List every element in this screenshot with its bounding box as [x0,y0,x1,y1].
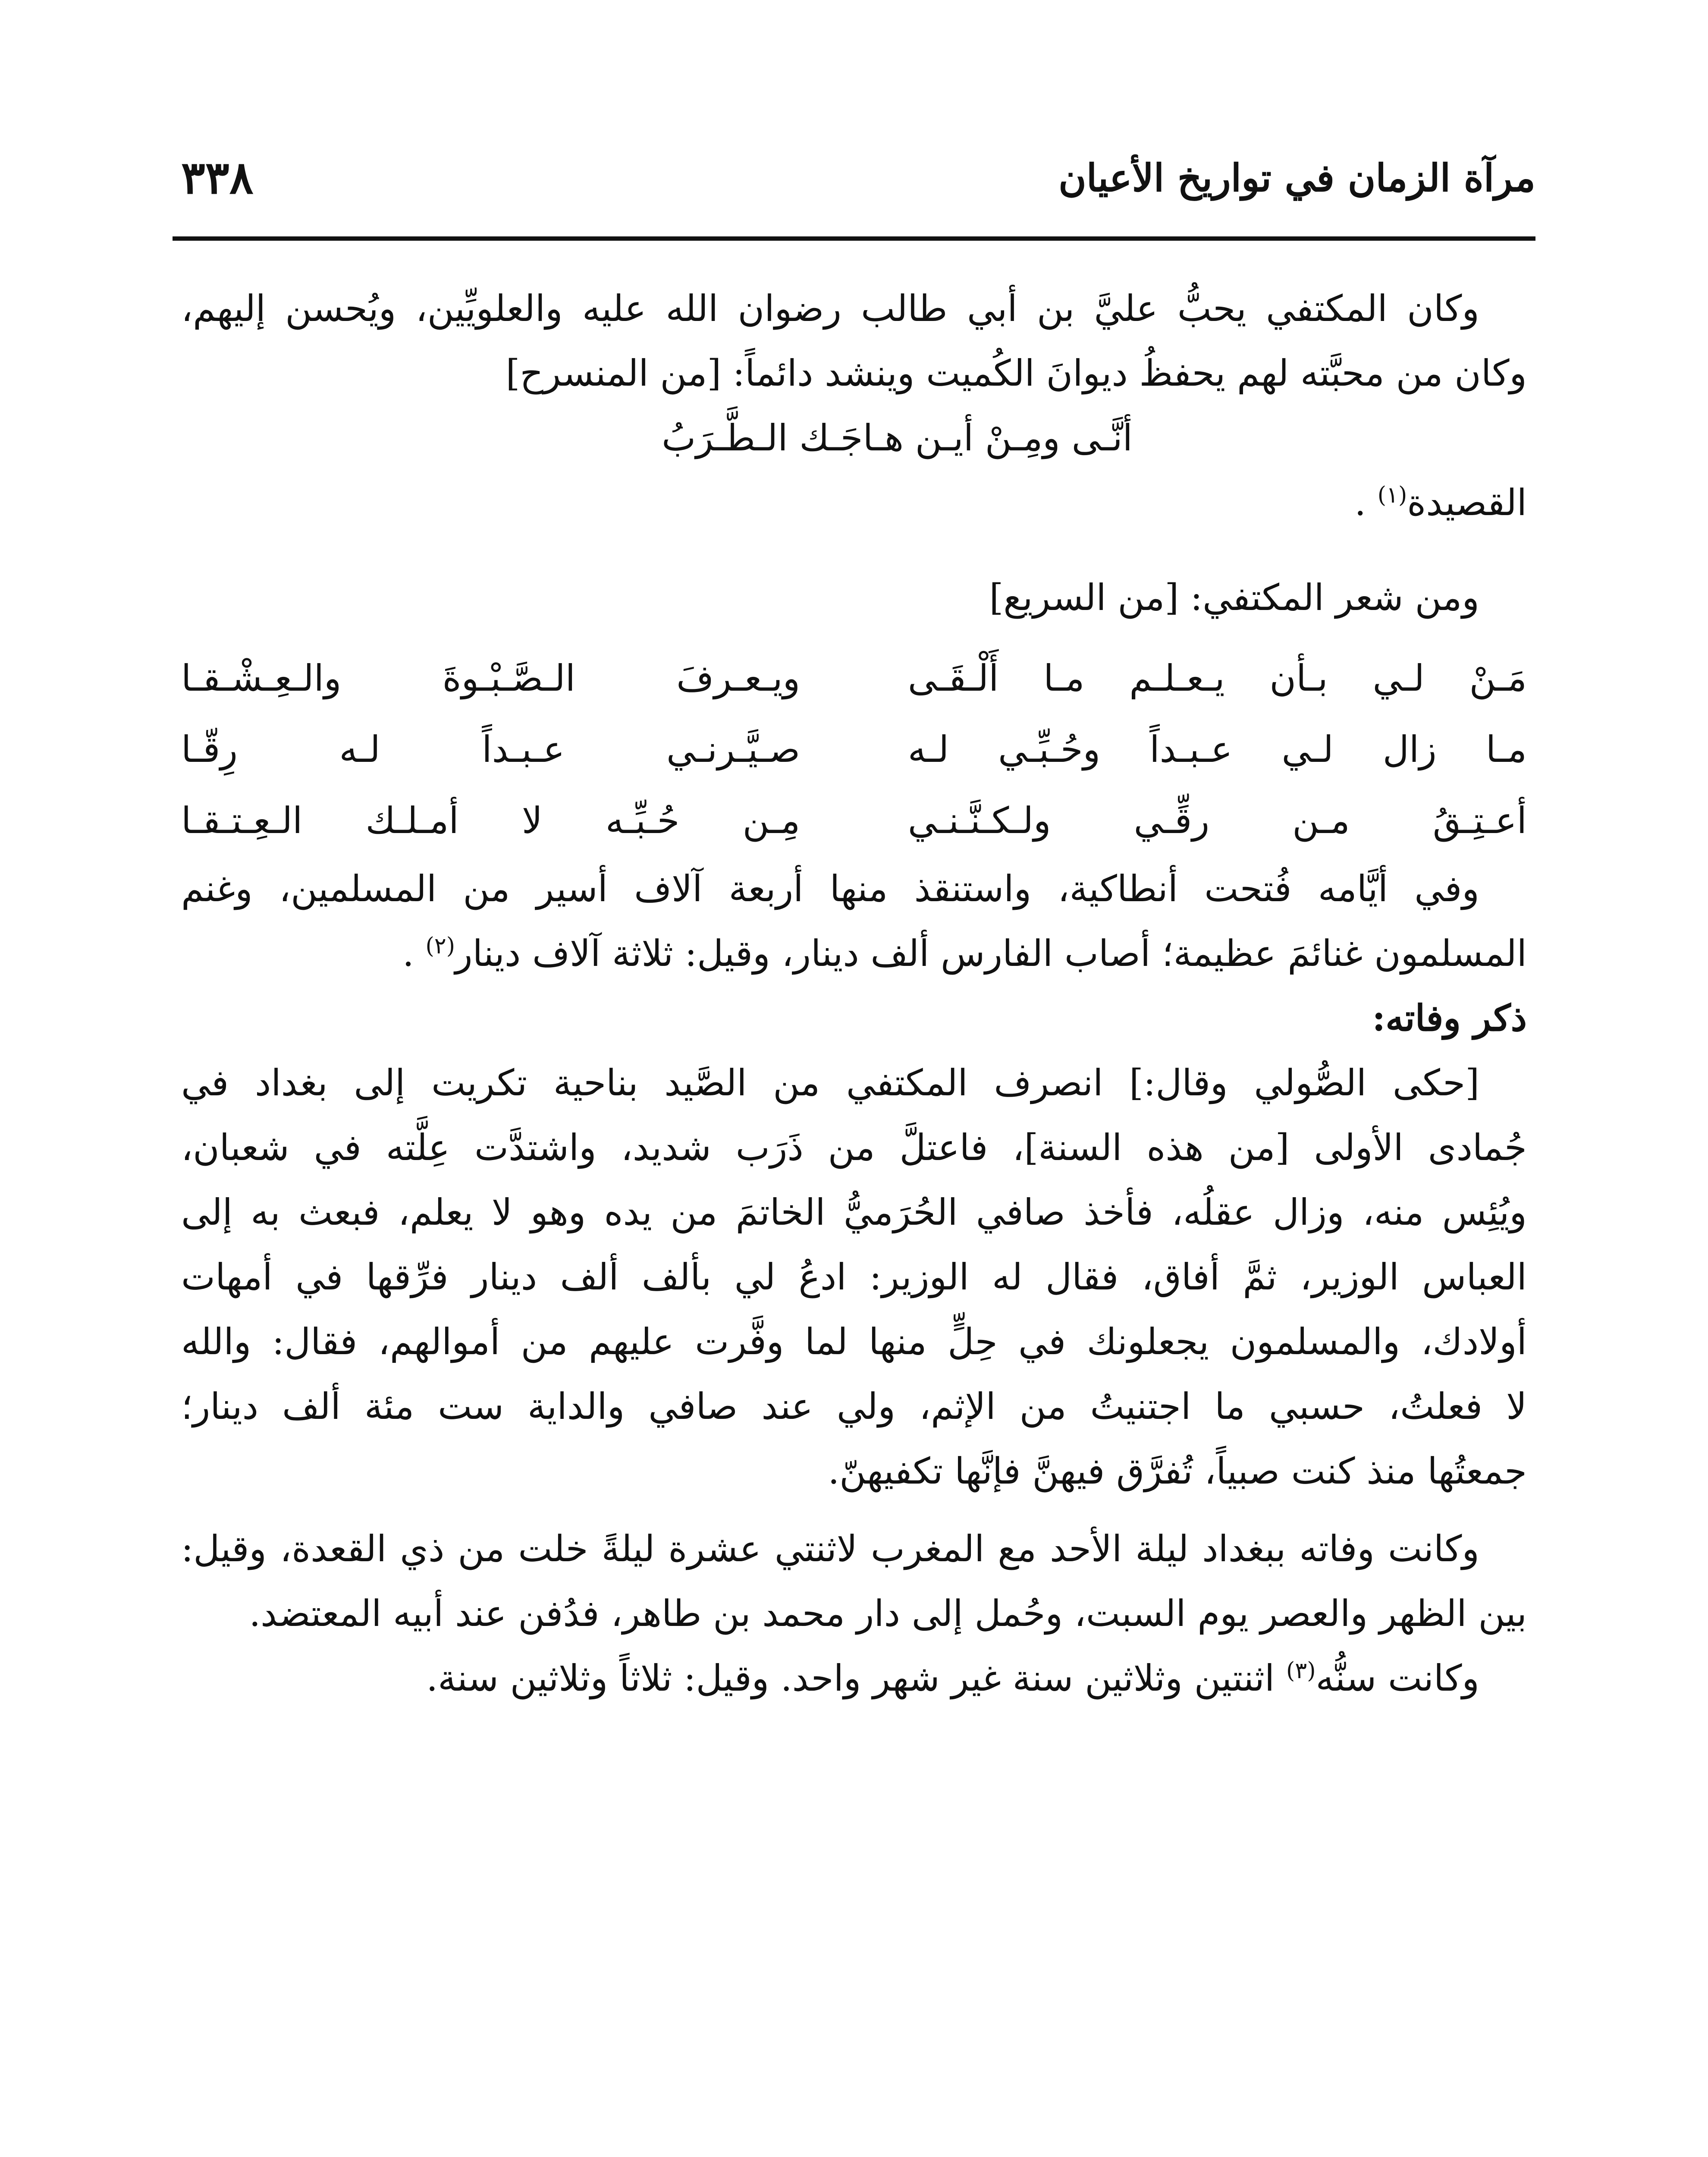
running-title: مرآة الزمان في تواريخ الأعيان [1058,155,1535,200]
verse-hemistich-right: مـا زال لـي عـبـداً وحُـبِّـي لـه [907,728,1527,770]
verse-hemistich-right: أعـتِـقُ مـن رقِّـي ولـكـنَّـنـي [907,799,1527,842]
footnote-ref-1: (١) [1377,482,1407,508]
header-rule [173,236,1535,241]
verse-row [181,785,1527,856]
verse-hemistich-left: ويـعـرفَ الـصَّـبْـوةَ والـعِـشْـقـا [181,657,801,699]
verse-row [181,643,1527,714]
text-line: وكانت وفاته ببغداد ليلة الأحد مع المغرب لاثنتي عشرة ليلةً خلت من ذي القعدة، وقيل: [181,1528,1479,1570]
text-line: وكان من محبَّته لهم يحفظُ ديوانَ الكُميت وينشد دائماً: [من المنسرح] [505,352,1527,394]
main-text [181,276,1527,1711]
text-line: لا فعلتُ، حسبي ما اجتنيتُ من الإثم، ولي عند صافي والداية ست مئة ألف دينار؛ [181,1385,1527,1428]
verse-hemistich-right: مَـنْ لـي بـأن يـعـلـم مـا أَلْـقَـى [907,657,1527,699]
text-line: جُمادى الأولى [من هذه السنة]، فاعتلَّ من ذَرَب شديد، واشتدَّت عِلَّته في شعبان، [181,1126,1527,1169]
text-line: [حكى الصُّولي وقال:] انصرف المكتفي من الصَّيد بناحية تكريت إلى بغداد في [181,1062,1479,1104]
verse-line: أنَّـى ومِـنْ أيـن هـاجَـك الـطَّـرَبُ [662,417,1133,459]
text-line: العباس الوزير، ثمَّ أفاق، فقال له الوزير: ادعُ لي بألف ألف دينار فرِّقها في أمهات [181,1256,1527,1298]
text-line [181,921,1527,986]
text-line: ويُئِس منه، وزال عقلُه، فأخذ صافي الحُرَميُّ الخاتمَ من يده وهو لا يعلم، فبعث به إلى [181,1191,1527,1233]
text-line: جمعتُها منذ كنت صبياً، تُفرَّق فيهنَّ فإنَّها تكفيهنّ. [828,1450,1527,1492]
verse-hemistich-left: صـيَّـرنـي عـبـداً لـه رِقّـا [181,728,801,770]
verse-row [181,714,1527,785]
page-header [173,138,1535,224]
text-line: وكان المكتفي يحبُّ عليَّ بن أبي طالب رضوان الله عليه والعلويِّين، ويُحسن إليهم، [181,287,1479,330]
poetry-intro: ومن شعر المكتفي: [من السريع] [989,576,1479,619]
punctuation: . [402,932,426,975]
qasida-word: القصيدة [1407,481,1527,524]
text-line: بين الظهر والعصر يوم السبت، وحُمل إلى دار محمد بن طاهر، فدُفن عند أبيه المعتضد. [249,1592,1527,1635]
verse-hemistich-left: مِـن حُـبِّـه لا أمـلـك الـعِـتـقـا [181,799,801,842]
text-span: اثنتين وثلاثين سنة غير شهر واحد. وقيل: ثلاثاً وثلاثين سنة. [426,1657,1286,1699]
text-line: أولادك، والمسلمون يجعلونك في حِلٍّ منها لما وفَّرت عليهم من أموالهم، فقال: والله [181,1321,1527,1363]
text-line [181,1646,1527,1711]
page-number: ٣٣٨ [181,151,254,204]
text-span: المسلمون غنائمَ عظيمة؛ أصاب الفارس ألف دينار، وقيل: ثلاثة آلاف دينار [455,932,1527,975]
punctuation: . [1354,481,1378,524]
text-line: وفي أيَّامه فُتحت أنطاكية، واستنقذ منها أربعة آلاف أسير من المسلمين، وغنم [181,868,1479,910]
section-heading: ذكر وفاته: [1372,997,1527,1039]
footnote-ref-3: (٣) [1286,1658,1316,1684]
text-span: وكانت سنُّه [1316,1657,1479,1699]
footnote-ref-2: (٢) [425,933,455,959]
text-line [181,470,1527,535]
